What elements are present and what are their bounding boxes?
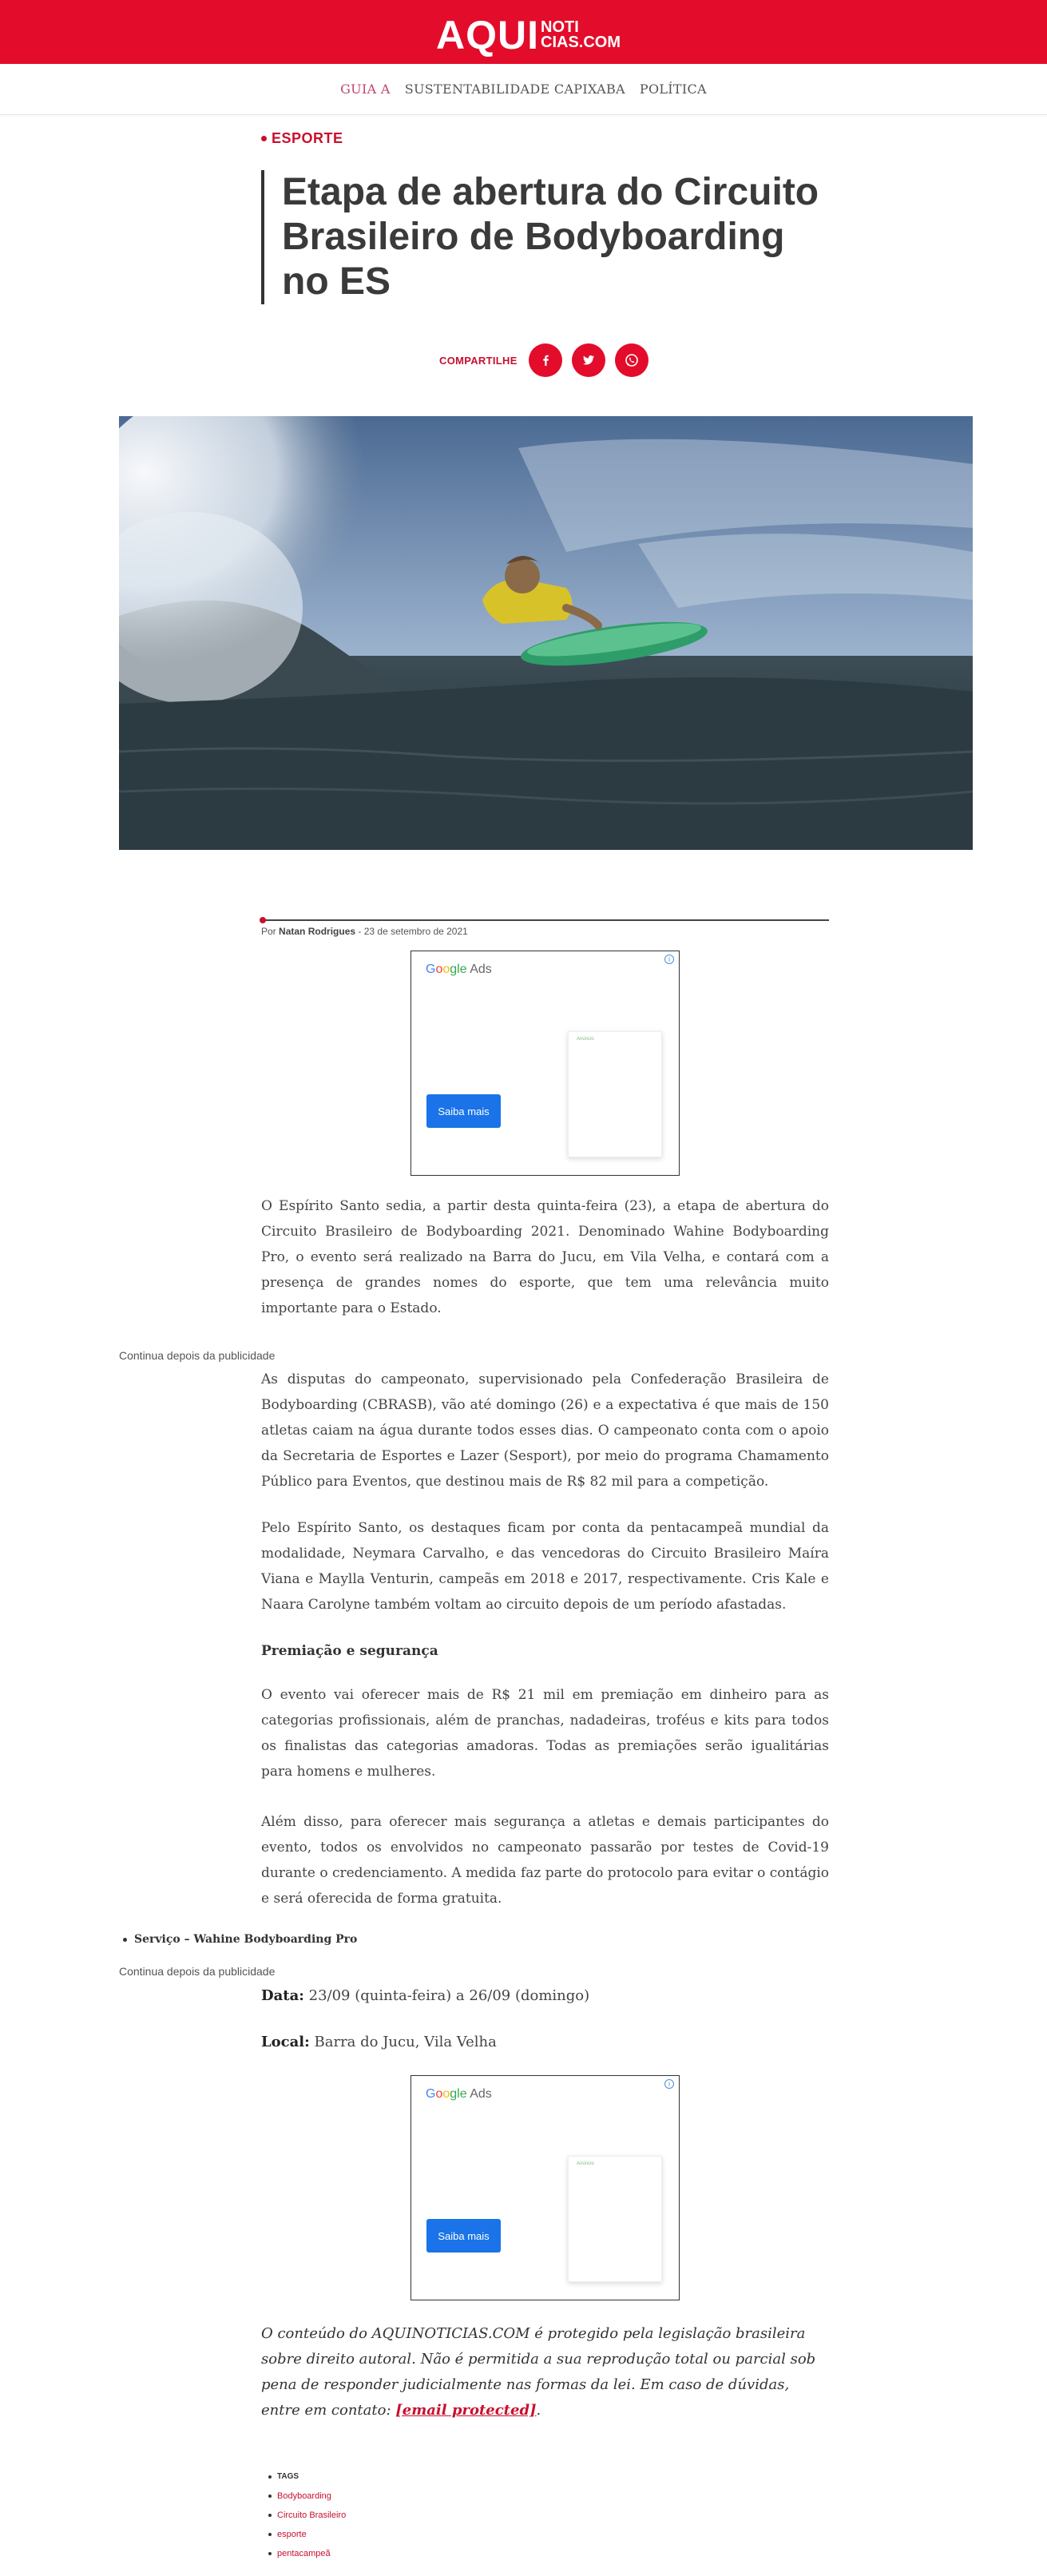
- tag-link[interactable]: pentacampeã: [277, 2544, 346, 2563]
- google-ads-logo: Google Ads: [426, 2087, 492, 2101]
- bodyboarding-photo: [119, 416, 973, 850]
- twitter-share-button[interactable]: [572, 343, 605, 377]
- article-title: Etapa de abertura do Circuito Brasileiro de Bodyboarding no ES: [282, 171, 819, 303]
- ad-banner[interactable]: [410, 951, 680, 1176]
- section-subheading: Premiação e segurança: [261, 1643, 438, 1659]
- site-header: [0, 0, 1047, 64]
- ad-cta-button[interactable]: Saiba mais: [426, 2219, 501, 2253]
- logo-small-text: NOTI CIAS.COM: [541, 18, 621, 51]
- ad-info-icon[interactable]: i: [664, 2079, 674, 2089]
- copyright-notice: O conteúdo do AQUINOTICIAS.COM é protegido pela legislação brasileira sobre direito autoral. Não é permitida a sua reprodução total ou parcial sob pena de responder judicialmente nas formas da lei. Em caso de dúvidas, entre em contato: [email protected].: [261, 2325, 816, 2419]
- tags-list: [277, 2467, 346, 2563]
- main-nav: [0, 64, 1047, 115]
- facebook-icon: [541, 355, 550, 366]
- twitter-icon: [583, 355, 594, 365]
- ad-banner[interactable]: [410, 2075, 680, 2300]
- tag-link[interactable]: Bodyboarding: [277, 2487, 346, 2506]
- event-location: Local: Barra do Jucu, Vila Velha: [261, 2034, 497, 2050]
- article-paragraph: Pelo Espírito Santo, os destaques ficam por conta da pentacampeã mundial da modalidade, Neymara Carvalho, e das vencedoras do Circuito Brasileiro Maíra Viana e Maylla Venturin, campeãs em 2018 e 2017, respectivamente. Cris Kale e Naara Carolyne também voltam ao circuito depois de um período afastadas.: [261, 1520, 829, 1613]
- nav-item-politica[interactable]: POLÍTICA: [639, 81, 707, 97]
- publicidade-label: Continua depois da publicidade: [119, 1965, 276, 1978]
- whatsapp-icon: [625, 353, 639, 367]
- nav-item-guia-a[interactable]: GUIA A: [340, 81, 391, 97]
- tags-heading: TAGS: [277, 2467, 346, 2487]
- title-block: [261, 170, 836, 304]
- article-paragraph: O evento vai oferecer mais de R$ 21 mil em premiação em dinheiro para as categorias profissionais, além de pranchas, nadadeiras, troféus e kits para todos os finalistas das categorias amadoras. Todas as premiações serão igualitárias para homens e mulheres.: [261, 1687, 829, 1780]
- byline: Por Natan Rodrigues - 23 de setembro de 2021: [261, 926, 468, 937]
- facebook-share-button[interactable]: [529, 343, 562, 377]
- article-paragraph: O Espírito Santo sedia, a partir desta quinta-feira (23), a etapa de abertura do Circuito Brasileiro de Bodyboarding 2021. Denominado Wahine Bodyboarding Pro, o evento será realizado na Barra do Jucu, em Vila Velha, e contará com a presença de grandes nomes do esporte, que tem uma relevância muito importante para o Estado.: [261, 1198, 829, 1316]
- site-logo[interactable]: [436, 13, 621, 58]
- contact-email-link[interactable]: [email protected]: [395, 2402, 537, 2419]
- nav-item-sustentabilidade[interactable]: SUSTENTABILIDADE CAPIXABA: [404, 81, 625, 97]
- category-label: ESPORTE: [272, 130, 343, 146]
- whatsapp-share-button[interactable]: [615, 343, 648, 377]
- service-list-item: Serviço – Wahine Bodyboarding Pro: [134, 1933, 358, 1946]
- ad-preview-card: Anúncio: [568, 1031, 662, 1157]
- ad-info-icon[interactable]: i: [664, 955, 674, 964]
- byline-divider: [261, 919, 829, 921]
- tag-link[interactable]: Circuito Brasileiro: [277, 2506, 346, 2525]
- category-dot: [261, 136, 267, 141]
- publish-date: 23 de setembro de 2021: [363, 926, 468, 937]
- share-label: COMPARTILHE: [439, 354, 518, 367]
- publicidade-label: Continua depois da publicidade: [119, 1349, 276, 1362]
- tag-link[interactable]: esporte: [277, 2525, 346, 2544]
- article-paragraph: As disputas do campeonato, supervisionado pela Confederação Brasileira de Bodyboarding (CBRASB), vão até domingo (26) e a expectativa é que mais de 150 atletas caiam na água durante todos esses dias. O campeonato conta com o apoio da Secretaria de Esportes e Lazer (Sesport), por meio do programa Chamamento Público para Eventos, que destinou mais de R$ 82 mil para a competição.: [261, 1371, 829, 1490]
- ad-cta-button[interactable]: Saiba mais: [426, 1094, 501, 1128]
- author-name[interactable]: Natan Rodrigues: [279, 926, 356, 937]
- share-bar: [439, 343, 648, 377]
- event-date: Data: 23/09 (quinta-feira) a 26/09 (domingo): [261, 1987, 590, 2004]
- article-paragraph: Além disso, para oferecer mais segurança a atletas e demais participantes do evento, todos os envolvidos no campeonato passarão por testes de Covid-19 durante o credenciamento. A medida faz parte do protocolo para evitar o contágio e será oferecida de forma gratuita.: [261, 1814, 830, 1907]
- ad-preview-card: Anúncio: [568, 2156, 662, 2282]
- google-ads-logo: Google Ads: [426, 963, 492, 976]
- logo-main-text: AQUI: [436, 13, 539, 58]
- hero-image: [119, 416, 973, 850]
- article-category[interactable]: [261, 130, 343, 147]
